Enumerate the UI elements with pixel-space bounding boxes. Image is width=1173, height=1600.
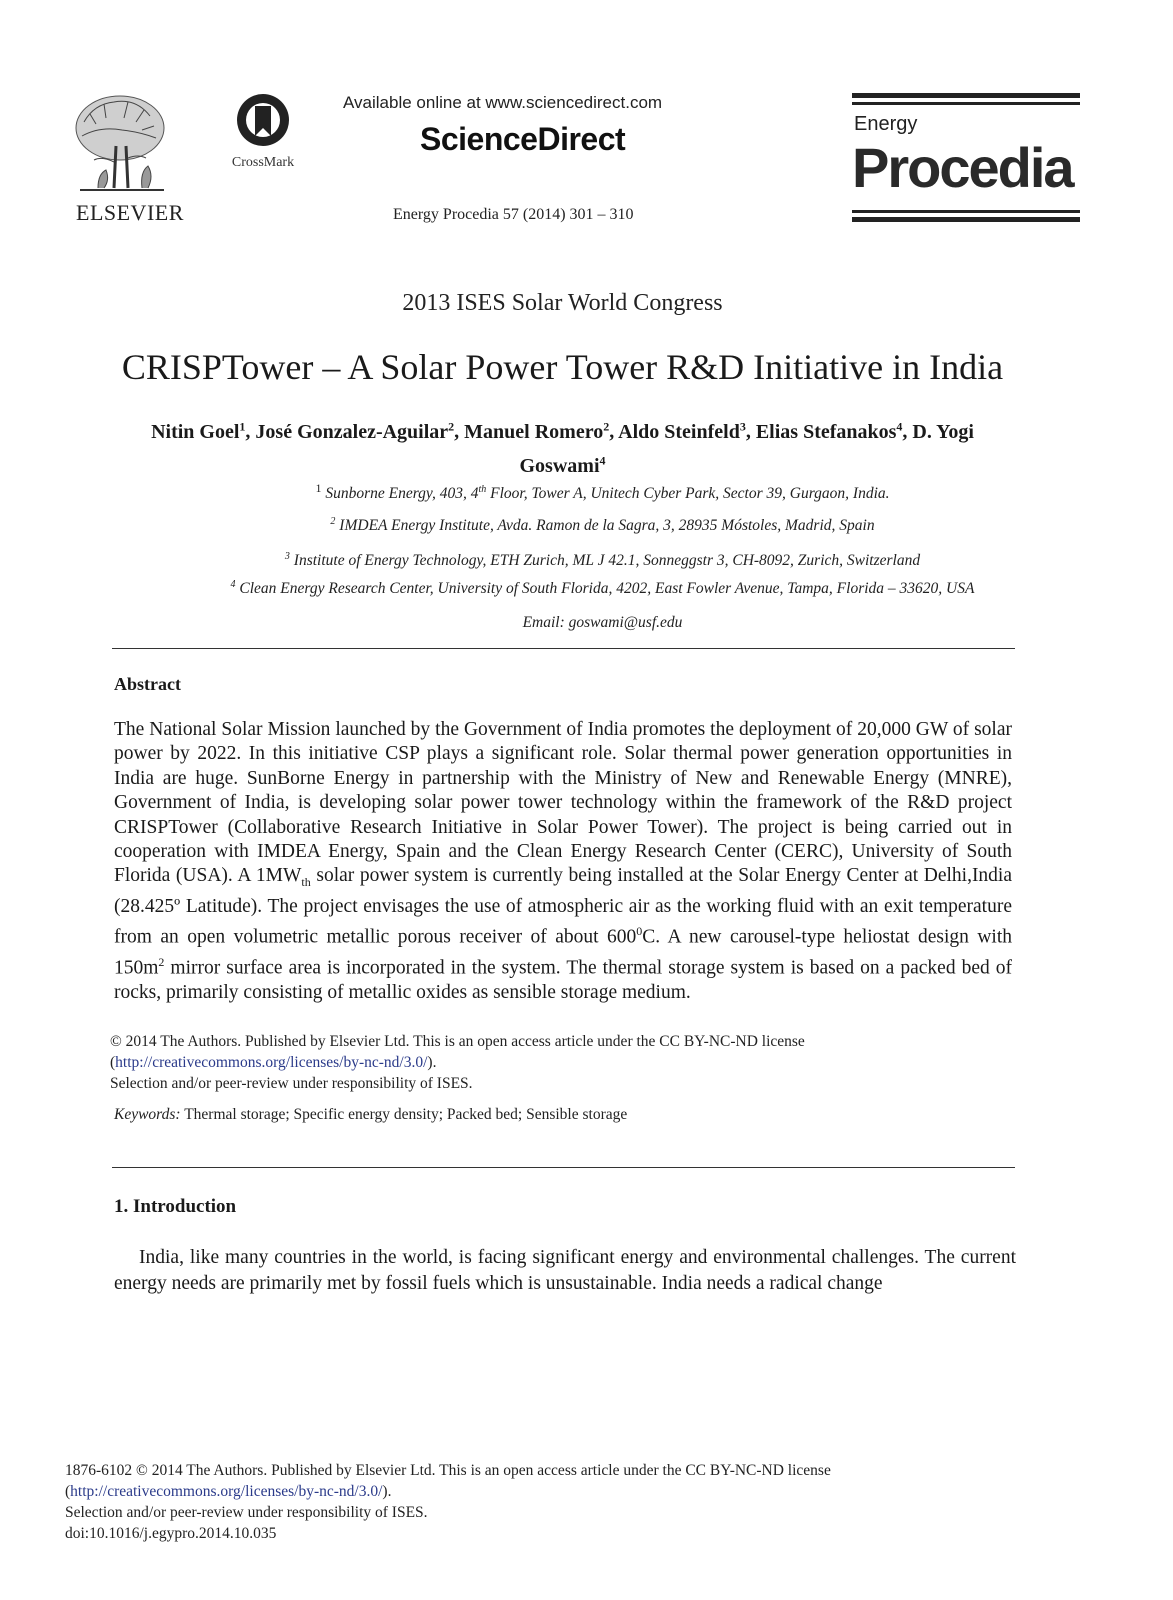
paper-title: CRISPTower – A Solar Power Tower R&D Initiative in India xyxy=(121,347,1004,387)
author: Manuel Romero$^2$ xyxy=(464,419,610,443)
publisher-name: ELSEVIER xyxy=(76,200,184,225)
journal-citation: Energy Procedia 57 (2014) 301 – 310 xyxy=(393,206,634,223)
affiliation: $^3$ Institute of Energy Technology, ETH Zurich, ML J 42.1, Sonneggstr 3, CH-8092, Zurich, Switzerland xyxy=(284,551,921,570)
license-notice: © 2014 The Authors. Published by Elsevier Ltd. This is an open access article under the CC BY-NC-ND license (http://creativecommons.org/licenses/by-nc-nd/3.0/). Selection and/or peer-review under responsibility of ISES. xyxy=(110,1033,805,1092)
author: José Gonzalez-Aguilar$^2$ xyxy=(255,419,455,443)
sciencedirect-logo[interactable]: ScienceDirect xyxy=(420,121,626,157)
logo-rule-bottom xyxy=(852,217,1080,222)
author: Aldo Steinfeld$^3$ xyxy=(618,419,746,443)
license-link[interactable]: http://creativecommons.org/licenses/by-nc-nd/3.0/ xyxy=(115,1054,428,1071)
elsevier-tree-icon xyxy=(70,92,170,196)
journal-logo-line1: Energy xyxy=(854,113,918,135)
intro-paragraph: India, like many countries in the world, is facing significant energy and environmental challenges. The current energy needs are primarily met by fossil fuels which is unsustainable. India needs a radical change xyxy=(114,1247,1016,1294)
affiliation: $^4$ Clean Energy Research Center, University of South Florida, 4202, East Fowler Avenue, Tampa, Florida – 33620, USA xyxy=(230,579,975,598)
crossmark-label: CrossMark xyxy=(231,155,295,170)
corresponding-email[interactable]: Email: goswami@usf.edu xyxy=(522,614,683,631)
conference-name: 2013 ISES Solar World Congress xyxy=(402,290,723,316)
author: Nitin Goel$^1$ xyxy=(151,419,246,443)
journal-logo[interactable] xyxy=(852,93,1082,225)
affiliation: $^1$ Sunborne Energy, 403, 4th Floor, Tower A, Unitech Cyber Park, Sector 39, Gurgaon, India. xyxy=(315,481,890,503)
logo-rule-bottom-thin xyxy=(852,210,1080,213)
author: Elias Stefanakos$^4$ xyxy=(755,419,903,443)
available-online-text: Available online at www.sciencedirect.com xyxy=(343,93,663,112)
author-list: Nitin Goel$^1$, José Gonzalez-Aguilar$^2$, Manuel Romero$^2$, Aldo Steinfeld$^3$, Elias Stefanakos$^4$, D. Yogi Goswami$^4$ xyxy=(151,419,974,478)
keywords-label: Keywords: xyxy=(114,1106,181,1123)
author: D. Yogi Goswami$^4$ xyxy=(519,420,974,478)
abstract-heading: Abstract xyxy=(114,674,181,694)
crossmark-badge[interactable] xyxy=(226,92,300,172)
divider xyxy=(112,648,1015,649)
abstract-text: The National Solar Mission launched by the Government of India promotes the deployment of 20,000 GW of solar power by 2022. In this initiative CSP plays a significant role. Solar thermal power generation opportunities in India are huge. SunBorne Energy in partnership with the Ministry of New and Renewable Energy (MNRE), Government of India, is developing solar power tower technology within the framework of the R&D project CRISPTower (Collaborative Research Initiative in Solar Power Tower). The project is being carried out in cooperation with IMDEA Energy, Spain and the Clean Energy Research Center (CERC), University of South Florida (USA). A $1MW_{th}$ solar power system is currently being installed at the Solar Energy Center at Delhi,India (28.425º Latitude). The project envisages the use of atmospheric air as the working fluid with an exit temperature from an open volumetric metallic porous receiver of about $600^0C$. A new carousel-type heliostat design with $150m^2$ mirror surface area is incorporated in the system. The thermal storage system is based on a packed bed of rocks, primarily consisting of metallic oxides as sensible storage medium. xyxy=(114,719,1013,1003)
doi[interactable]: doi:10.1016/j.egypro.2014.10.035 xyxy=(65,1525,277,1542)
logo-rule-top xyxy=(852,93,1080,98)
keywords: Keywords: Thermal storage; Specific energy density; Packed bed; Sensible storage xyxy=(114,1106,628,1123)
affiliation: $^2$ IMDEA Energy Institute, Avda. Ramon de la Sagra, 3, 28935 Móstoles, Madrid, Spain xyxy=(330,516,875,535)
divider xyxy=(112,1167,1015,1168)
logo-rule-top-thin xyxy=(852,102,1080,105)
elsevier-logo[interactable] xyxy=(70,92,200,227)
crossmark-icon xyxy=(235,92,291,148)
page-footer: 1876-6102 © 2014 The Authors. Published by Elsevier Ltd. This is an open access article under the CC BY-NC-ND license (http://creativecommons.org/licenses/by-nc-nd/3.0/). Selection and/or peer-review under responsibility of ISES. doi:10.1016/j.egypro.2014.10.035 xyxy=(65,1462,831,1542)
journal-logo-line2: Procedia xyxy=(852,136,1073,199)
section-heading: 1. Introduction xyxy=(114,1196,237,1217)
footer-license-link[interactable]: http://creativecommons.org/licenses/by-nc-nd/3.0/ xyxy=(70,1483,383,1500)
